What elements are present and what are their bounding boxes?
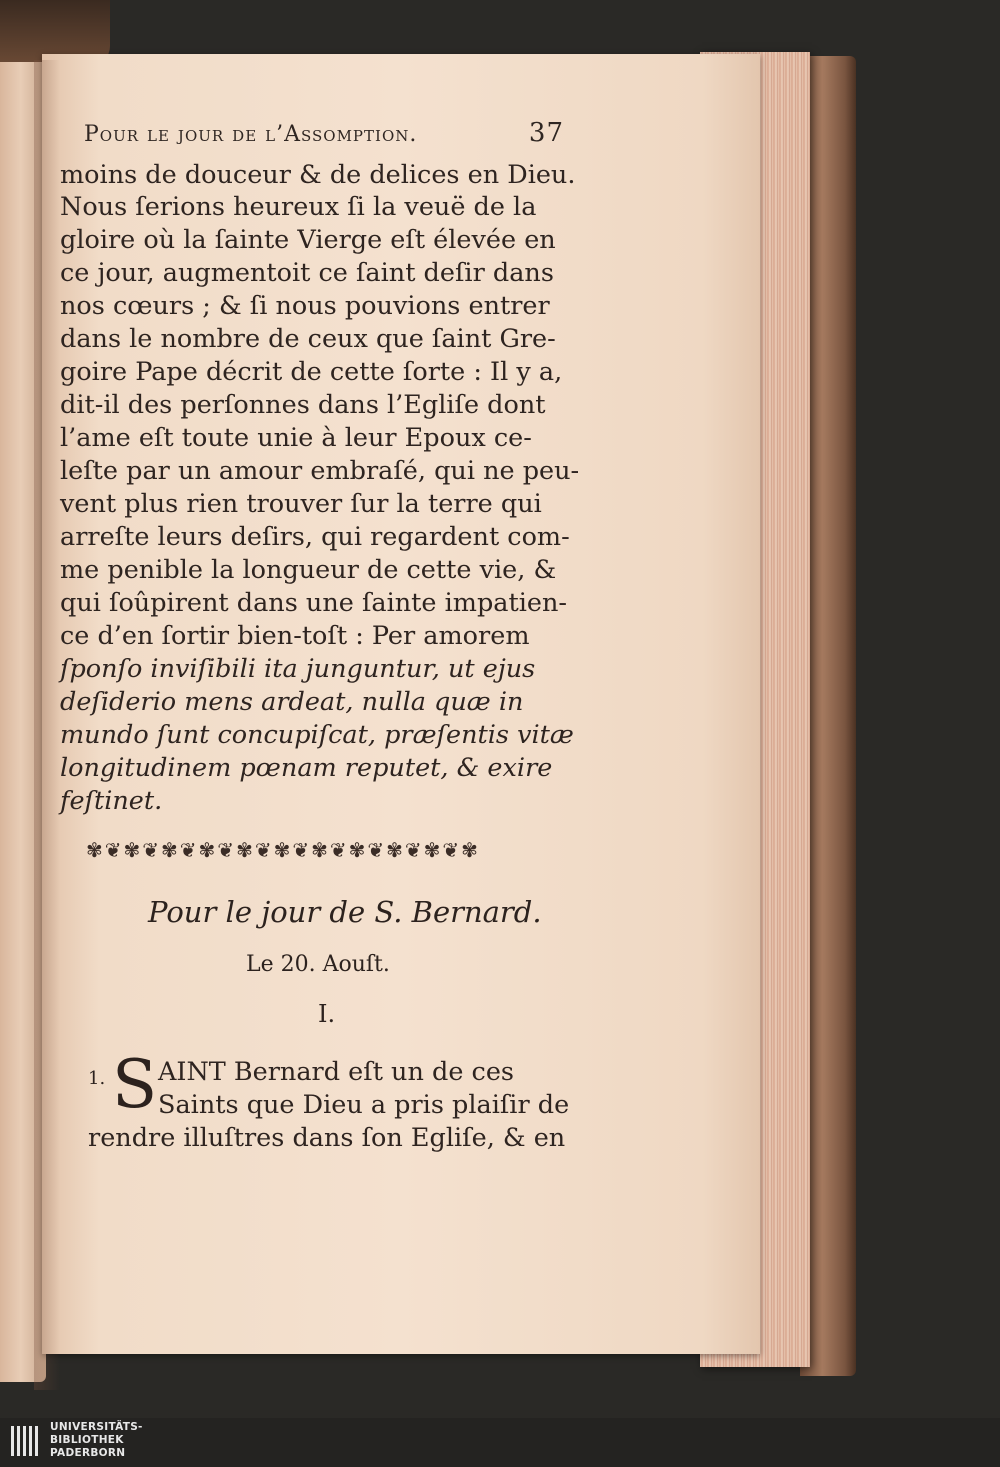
section-title: Pour le jour de S. Bernard. <box>148 895 542 929</box>
page-number: 37 <box>528 118 564 148</box>
section-number: I. <box>318 1000 336 1028</box>
text-line: ce d’en ſortir bien-toſt : Per amorem <box>60 621 530 651</box>
library-logo-icon <box>10 1424 40 1458</box>
running-head-title: Pour le jour de l’Assomption. <box>84 122 418 147</box>
text-line: moins de douceur & de delices en Dieu. <box>60 160 576 190</box>
text-line: l’ame eſt toute unie à leur Epoux ce- <box>60 423 532 453</box>
section-date: Le 20. Aouſt. <box>246 952 390 977</box>
text-line: qui ſoûpirent dans une ſainte impatien- <box>60 588 567 618</box>
text-line: AINT Bernard eſt un de ces <box>158 1057 514 1087</box>
text-line: Saints que Dieu a pris plaiſir de <box>158 1090 570 1120</box>
footer-bar <box>0 1418 1000 1467</box>
latin-line: deſiderio mens ardeat, nulla quæ in <box>60 687 524 717</box>
text-line: rendre illuſtres dans ſon Egliſe, & en <box>88 1123 566 1153</box>
latin-line: ſponſo inviſibili ita junguntur, ut ejus <box>60 654 536 684</box>
text-line: ce jour, augmentoit ce ſaint deſir dans <box>60 258 554 288</box>
library-logo-text <box>50 1421 143 1460</box>
running-head <box>84 118 564 148</box>
logo-line: BIBLIOTHEK <box>50 1434 124 1446</box>
text-line: leſte par un amour embraſé, qui ne peu- <box>60 456 580 486</box>
drop-cap: S <box>112 1046 158 1123</box>
text-line: me penible la longueur de cette vie, & <box>60 555 557 585</box>
text-line: dit-il des perſonnes dans l’Egliſe dont <box>60 390 546 420</box>
text-line: Nous ſerions heureux ſi la veuë de la <box>60 192 537 222</box>
logo-line: PADERBORN <box>50 1447 126 1459</box>
ornament-band: ✾❦✾❦✾❦✾❦✾❦✾❦✾❦✾❦✾❦✾❦✾ <box>86 838 480 862</box>
text-line: arreſte leurs deſirs, qui regardent com- <box>60 522 570 552</box>
logo-line: UNIVERSITÄTS- <box>50 1421 143 1433</box>
text-line: dans le nombre de ceux que ſaint Gre- <box>60 324 556 354</box>
latin-line: mundo ſunt concupiſcat, præſentis vitæ <box>60 720 574 750</box>
spine-shadow <box>34 60 60 1390</box>
text-line: goire Pape décrit de cette ſorte : Il y a, <box>60 357 563 387</box>
latin-line: feſtinet. <box>60 786 163 816</box>
text-line: gloire où la ſainte Vierge eſt élevée en <box>60 225 556 255</box>
text-line: vent plus rien trouver ſur la terre qui <box>60 489 542 519</box>
paragraph-number: 1. <box>88 1068 106 1089</box>
text-line: nos cœurs ; & ſi nous pouvions entrer <box>60 291 550 321</box>
latin-line: longitudinem pœnam reputet, & exire <box>60 753 553 783</box>
